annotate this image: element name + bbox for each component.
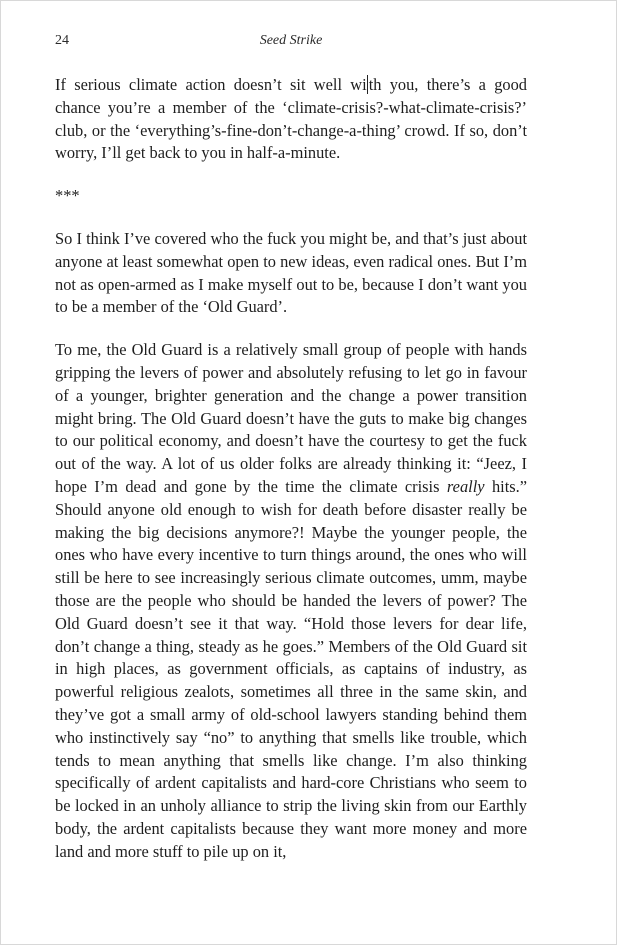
paragraph-3 <box>55 339 527 863</box>
page-body <box>55 74 527 884</box>
page-number: 24 <box>55 33 69 48</box>
page-header <box>55 33 527 53</box>
running-title: Seed Strike <box>259 33 323 48</box>
paragraph-3-emphasis: really <box>446 476 485 496</box>
paragraph-1-part-b: th you, there’s a good chance you’re a member of the ‘climate-crisis?-what-climate-crisis?’ club, or the ‘everything’s-fine-don’t-change-a-thing’ crowd. If so, don’t worry, I’ll get back to you in half-a-minute. <box>55 75 528 163</box>
text-cursor <box>367 75 368 94</box>
section-separator: *** <box>55 186 80 206</box>
paragraph-1-part-a: If serious climate action doesn’t sit well wi <box>55 75 367 94</box>
paragraph-1 <box>55 74 527 165</box>
paragraph-3-part-a: To me, the Old Guard is a relatively small group of people with hands gripping the levers of power and absolutely refusing to let go in favour of a younger, brighter generation and the change a power transition might bring. The Old Guard doesn’t have the guts to make big changes to our political economy, and doesn’t have the courtesy to get the fuck out of the way. A lot of us older folks are already thinking it: “Jeez, I hope I’m dead and gone by the time the climate crisis <box>55 340 527 496</box>
paragraph-3-part-b: hits.” Should anyone old enough to wish for death before disaster really be making the big decisions anymore?! Maybe the younger people, the ones who have every incentive to turn things around, the ones who will still be here to see increasingly serious climate outcomes, umm, maybe those are the people who should be handed the levers of power? The Old Guard doesn’t see it that way. “Hold those levers for dear life, don’t change a thing, steady as he goes.” Members of the Old Guard sit in high places, as government officials, as captains of industry, as powerful religious zealots, sometimes all three in the same skin, and they’ve got a small army of old-school lawyers standing behind them who instinctively say “no” to anything that smells like trouble, which tends to mean anything that smells like change. I’m also thinking specifically of ardent capitalists and hard-core Christians who seem to be locked in an unholy alliance to strip the living skin from our Earthly body, the ardent capitalists because they want more money and more land and more stuff to pile up on it, <box>55 476 527 861</box>
paragraph-2: So I think I’ve covered who the fuck you might be, and that’s just about anyone at least somewhat open to new ideas, even radical ones. But I’m not as open-armed as I make myself out to be, because I don’t want you to be a member of the ‘Old Guard’. <box>55 228 527 317</box>
